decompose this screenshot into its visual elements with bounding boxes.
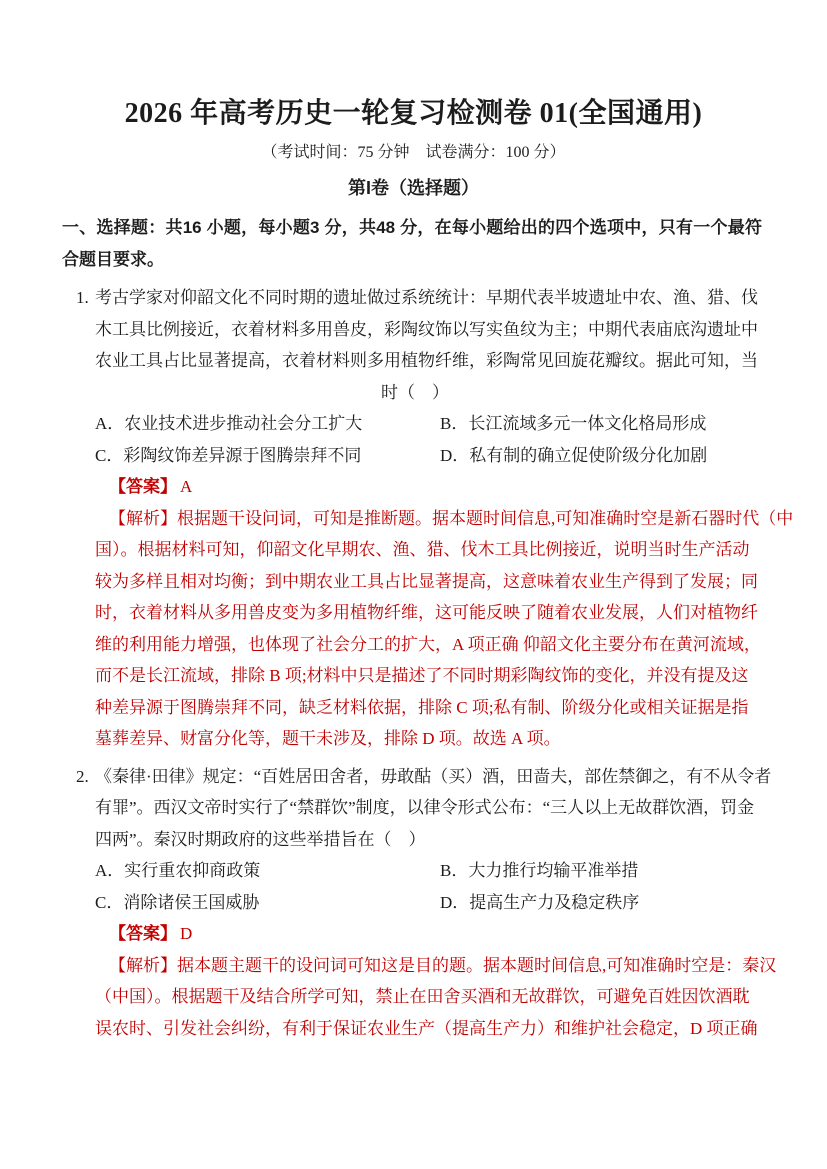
- answer-line: [95, 918, 827, 950]
- answer-value: D: [180, 924, 193, 943]
- analysis-line: 墓葬差异、财富分化等，题干未涉及，排除 D 项。故选 A 项。: [95, 729, 561, 748]
- section-heading: 第I卷（选择题）: [347, 178, 479, 198]
- answer-line: [95, 471, 827, 503]
- analysis-block: [95, 503, 827, 755]
- stem-line: 时（ ）: [381, 382, 449, 402]
- option-item: A．农业技术进步推动社会分工扩大: [95, 414, 363, 433]
- option-item: D．私有制的确立促使阶级分化加剧: [440, 445, 708, 465]
- question-block: [0, 282, 827, 755]
- analysis-line: 【解析】据本题主题干的设问词可知这是目的题。据本题时间信息,可知准确时空是：秦汉: [109, 955, 777, 975]
- stem-line: 木工具比例接近，衣着材料多用兽皮，彩陶纹饰以写实鱼纹为主；中期代表庙底沟遗址中: [95, 319, 758, 339]
- analysis-line: 时，衣着材料从多用兽皮变为多用植物纤维，这可能反映了随着农业发展，人们对植物纤: [95, 603, 758, 622]
- answer-value: A: [180, 477, 193, 496]
- answer-label: 【答案】: [109, 477, 177, 496]
- analysis-line: 国）。根据材料可知，仰韶文化早期农、渔、猎、伐木工具比例接近，说明当时生产活动: [95, 540, 750, 559]
- analysis-block: [95, 950, 827, 1045]
- options-grid: [95, 855, 827, 918]
- stem-line: 考古学家对仰韶文化不同时期的遗址做过系统统计：早期代表半坡遗址中农、渔、猎、伐: [95, 288, 758, 307]
- instructions-text: 一、选择题：共16 小题，每小题3 分，共48 分，在每小题给出的四个选项中，只有一个最符合题目要求。: [62, 218, 762, 269]
- question-number: 2.: [76, 766, 89, 786]
- option-item: C．消除诸侯王国威胁: [95, 892, 260, 912]
- analysis-line: 种差异源于图腾崇拜不同，缺乏材料依据，排除 C 项;私有制、阶级分化或相关证据是指: [95, 697, 749, 717]
- analysis-line: （中国）。根据题干及结合所学可知，禁止在田舍买酒和无故群饮，可避免百姓因饮酒耽: [95, 987, 750, 1006]
- exam-meta: （考试时间：75 分钟 试卷满分：100 分）: [261, 144, 566, 161]
- option-item: A．实行重农抑商政策: [95, 861, 261, 880]
- option-item: B．长江流域多元一体文化格局形成: [440, 414, 707, 433]
- question-stem: [76, 282, 827, 408]
- questions-container: [0, 282, 827, 1044]
- stem-line: 四两”。秦汉时期政府的这些举措旨在（ ）: [95, 829, 426, 849]
- stem-line: 有罪”。西汉文帝时实行了“禁群饮”制度，以律令形式公布：“三人以上无故群饮酒，罚金: [95, 798, 755, 817]
- option-item: B．大力推行均输平准举措: [440, 861, 639, 880]
- analysis-line: 较为多样且相对均衡；到中期农业工具占比显著提高，这意味着农业生产得到了发展；同: [95, 571, 758, 591]
- options-grid: [95, 408, 827, 471]
- analysis-line: 而不是长江流域，排除 B 项;材料中只是描述了不同时期彩陶纹饰的变化，并没有提及这: [95, 666, 749, 685]
- question-stem: [76, 761, 827, 856]
- answer-label: 【答案】: [109, 924, 177, 943]
- page-title: 2026 年高考历史一轮复习检测卷 01(全国通用): [124, 98, 703, 129]
- stem-line: 《秦律·田律》规定：“百姓居田舍者，毋敢酤（买）酒，田啬夫，部佐禁御之，有不从令者: [95, 766, 772, 786]
- stem-line: 农业工具占比显著提高，衣着材料则多用植物纤维，彩陶常见回旋花瓣纹。据此可知，当: [95, 351, 758, 370]
- option-item: D．提高生产力及稳定秩序: [440, 892, 640, 912]
- analysis-line: 误农时、引发社会纠纷，有利于保证农业生产（提高生产力）和维护社会稳定，D 项正确: [95, 1018, 758, 1038]
- analysis-line: 【解析】根据题干设问词，可知是推断题。据本题时间信息,可知准确时空是新石器时代（中: [109, 508, 794, 528]
- question-block: [0, 761, 827, 1045]
- question-number: 1.: [76, 288, 89, 307]
- option-item: C．彩陶纹饰差异源于图腾崇拜不同: [95, 445, 362, 465]
- analysis-line: 维的利用能力增强，也体现了社会分工的扩大，A 项正确 仰韶文化主要分布在黄河流域，: [95, 634, 761, 654]
